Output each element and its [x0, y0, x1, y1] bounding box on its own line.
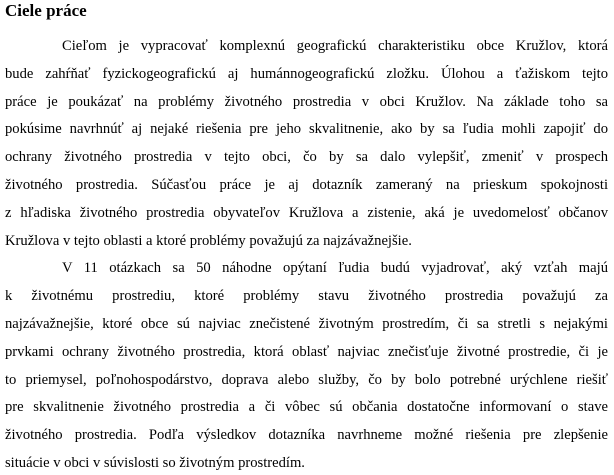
paragraph-line: práce je poukázať na problémy životného prostredia v obci Kružlov. Na základe toho sa — [5, 94, 608, 110]
paragraph-line: z hľadiska životného prostredia obyvateľov Kružlova a zistenie, aká je uvedomelosť občanov — [5, 205, 608, 221]
paragraph-line: životného prostredia. Súčasťou práce je aj dotazník zameraný na prieskum spokojnosti — [5, 177, 608, 193]
paragraph-line: ochrany životného prostredia v tejto obci, čo by sa dalo vylepšiť, zmeniť v prospech — [5, 149, 608, 165]
paragraph-line: bude zahŕňať fyzickogeografickú aj humánnogeografickú zložku. Úlohou a ťažiskom tejto — [5, 66, 608, 82]
section-heading: Ciele práce — [5, 1, 87, 20]
paragraph-line: prvkami ochrany životného prostredia, ktorá oblasť najviac znečisťuje životné prostredie, či je — [5, 344, 608, 360]
paragraph-line: k životnému prostrediu, ktoré problémy stavu životného prostredia považujú za — [5, 288, 608, 304]
paragraph-line: životného prostredia. Podľa výsledkov dotazníka navrhneme možné riešenia pre zlepšenie — [5, 427, 608, 443]
paragraph-line: V 11 otázkach sa 50 náhodne opýtaní ľudia budú vyjadrovať, aký vzťah majú — [62, 260, 608, 276]
paragraph-line: Kružlova v tejto oblasti a ktoré problémy považujú za najzávažnejšie. — [5, 233, 412, 249]
paragraph-line: Cieľom je vypracovať komplexnú geografickú charakteristiku obce Kružlov, ktorá — [62, 38, 608, 54]
paragraph-line: situácie v obci v súvislosti so životným prostredím. — [5, 455, 305, 471]
paragraph-line: najzávažnejšie, ktoré obce sú najviac znečistené životným prostredím, či sa stretli s nejakými — [5, 316, 608, 332]
paragraph-line: pokúsime navrhnúť aj nejaké riešenia pre jeho skvalitnenie, ako by sa ľudia mohli zapojiť do — [5, 121, 608, 137]
paragraph-line: pre skvalitnenie životného prostredia a či vôbec sú občania dostatočne informovaní o stave — [5, 399, 608, 415]
paragraph-line: to priemysel, poľnohospodárstvo, doprava alebo služby, čo by bolo potrebné urýchlene riešiť — [5, 372, 608, 388]
